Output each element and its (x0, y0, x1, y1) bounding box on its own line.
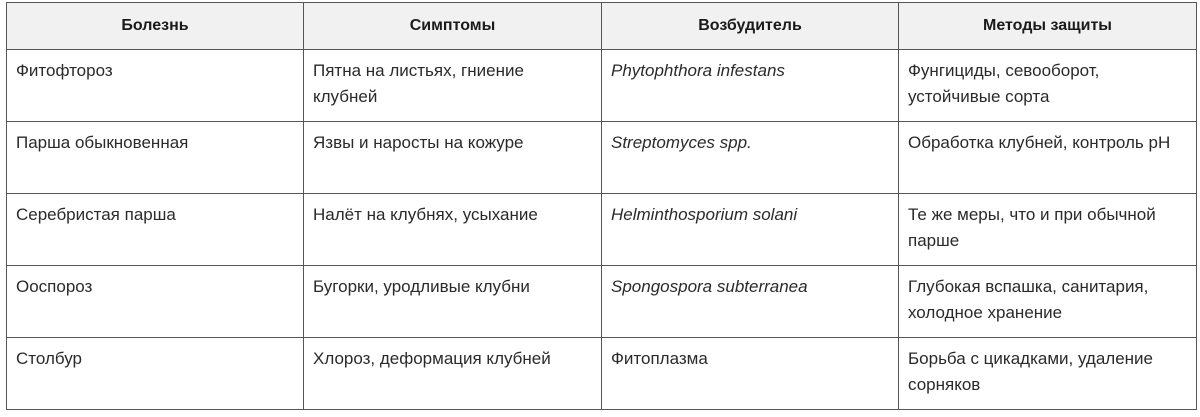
table-header-row (7, 3, 1197, 50)
header-pathogen: Возбудитель (602, 3, 899, 50)
cell-disease: Серебристая парша (7, 194, 304, 266)
cell-protection: Фунгициды, севооборот, устойчивые сорта (899, 50, 1197, 122)
cell-disease: Ооспороз (7, 266, 304, 338)
cell-symptoms: Язвы и наросты на кожуре (304, 122, 602, 194)
header-symptoms: Симптомы (304, 3, 602, 50)
table-row (7, 338, 1197, 410)
disease-table (6, 2, 1197, 410)
cell-pathogen: Phytophthora infestans (602, 50, 899, 122)
cell-symptoms: Налёт на клубнях, усыхание (304, 194, 602, 266)
cell-pathogen: Фитоплазма (602, 338, 899, 410)
header-protection: Методы защиты (899, 3, 1197, 50)
cell-pathogen: Spongospora subterranea (602, 266, 899, 338)
table-row (7, 194, 1197, 266)
cell-protection: Глубокая вспашка, санитария, холодное хранение (899, 266, 1197, 338)
cell-disease: Столбур (7, 338, 304, 410)
header-disease: Болезнь (7, 3, 304, 50)
cell-protection: Обработка клубней, контроль pH (899, 122, 1197, 194)
cell-symptoms: Бугорки, уродливые клубни (304, 266, 602, 338)
table-row (7, 266, 1197, 338)
disease-table-container (6, 2, 1196, 410)
cell-protection: Те же меры, что и при обычной парше (899, 194, 1197, 266)
cell-disease: Парша обыкновенная (7, 122, 304, 194)
table-row (7, 122, 1197, 194)
cell-protection: Борьба с цикадками, удаление сорняков (899, 338, 1197, 410)
table-row (7, 50, 1197, 122)
cell-symptoms: Пятна на листьях, гниение клубней (304, 50, 602, 122)
cell-symptoms: Хлороз, деформация клубней (304, 338, 602, 410)
cell-pathogen: Streptomyces spp. (602, 122, 899, 194)
cell-disease: Фитофтороз (7, 50, 304, 122)
cell-pathogen: Helminthosporium solani (602, 194, 899, 266)
